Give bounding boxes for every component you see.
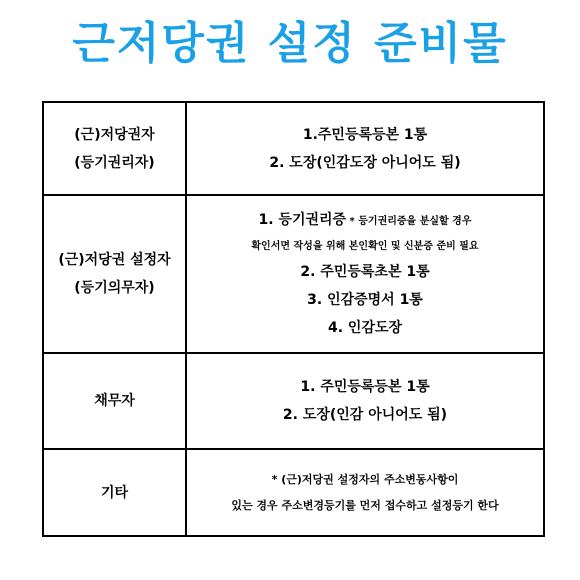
list-item-note: 확인서면 작성을 위해 본인확인 및 신분증 준비 필요 [251,241,479,252]
row-header-other [44,450,187,535]
row-body-other [187,450,543,535]
header-line: (근)저당권 설정자 [58,252,171,268]
header-line: (등기의무자) [74,280,155,296]
list-item: 1.주민등록등본 1통 [302,126,428,143]
list-item-main: 1. 등기권리증 [258,212,347,228]
list-item: * (근)저당권 설정자의 주소변동사항이 [271,472,459,486]
list-item: 있는 경우 주소변경등기를 먼저 접수하고 설정등기 한다 [231,498,499,512]
row-header-mortgagee [44,103,187,196]
page-title: 근저당권 설정 준비물 [72,18,508,69]
row-header-debtor [44,354,187,450]
list-item: 2. 도장(인감 아니어도 됨) [282,407,448,423]
list-item: 4. 인감도장 [327,320,403,336]
list-item-note: * 등기권리증을 분실할 경우 [346,216,472,227]
list-item [259,206,472,236]
row-body-debtor [187,354,543,450]
header-line: (근)저당권자 [74,126,155,143]
row-body-mortgagee [187,103,543,196]
header-line: 기타 [100,484,129,501]
requirements-table [42,101,545,537]
row-header-mortgagor [44,196,187,354]
header-line: 채무자 [94,393,135,409]
list-item: 2. 주민등록초본 1통 [300,264,430,280]
list-item: 1. 주민등록등본 1통 [300,379,430,395]
list-item: 3. 인감증명서 1통 [307,292,423,308]
header-line: (등기권리자) [74,154,155,171]
row-body-mortgagor [187,196,543,354]
list-item: 2. 도장(인감도장 아니어도 됨) [269,154,461,171]
